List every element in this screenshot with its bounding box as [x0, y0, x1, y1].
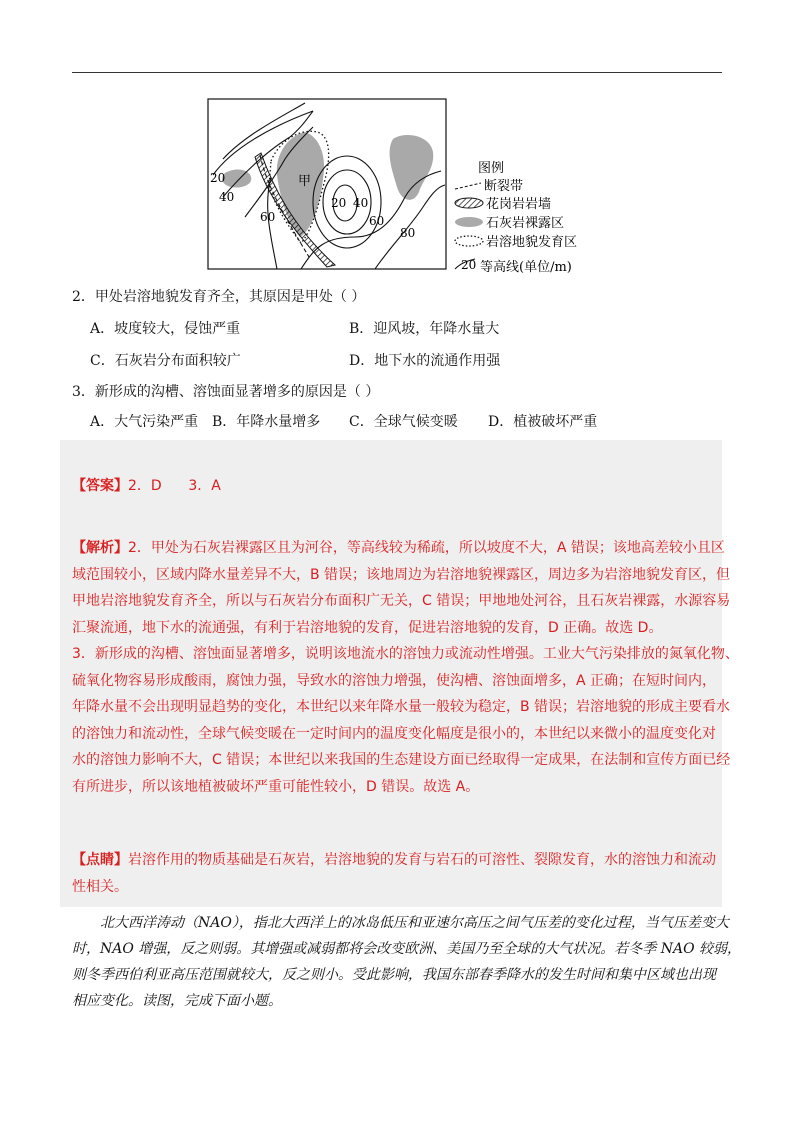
passage-line: 则冬季西伯利亚高压范围就较大，反之则小。受此影响，我国东部春季降水的发生时间和集中区域也出现: [72, 967, 716, 983]
question-3-option-c[interactable]: C．全球气候变暖: [349, 414, 458, 430]
passage-line: 北大西洋涛动（NAO），指北大西洋上的冰岛低压和亚速尔高压之间气压差的变化过程，当气压差变大: [100, 915, 729, 931]
analysis-line: 的溶蚀力和流动性，全球气候变暖在一定时间内的温度变化幅度是很小的，本世纪以来微小的温度变化对: [72, 725, 716, 742]
legend-dike-label: 花岗岩岩墙: [486, 197, 552, 212]
limestone-area: [390, 135, 434, 200]
comment-label: 【点睛】: [72, 852, 128, 868]
analysis-line: 【解析】2．甲处为石灰岩裸露区且为河谷，等高线较为稀疏，所以坡度不大，A 错误；该地高差较小且区: [72, 540, 725, 556]
limestone-area: [222, 170, 251, 188]
question-2-option-d[interactable]: D．地下水的流通作用强: [349, 353, 501, 369]
analysis-line: 年降水量不会出现明显趋势的变化，本世纪以来年降水量一般较为稳定，B 错误；岩溶地貌的形成主要看水: [72, 699, 731, 715]
legend-limestone-label: 石灰岩裸露区: [486, 216, 565, 231]
comment-line: 【点睛】岩溶作用的物质基础是石灰岩，岩溶地貌的发育与岩石的可溶性、裂隙发育，水的溶蚀力和流动: [72, 852, 716, 868]
contour-label: 20: [210, 171, 226, 185]
analysis-line: 甲地岩溶地貌发育齐全，所以与石灰岩分布面积广无关，C 错误；甲地地处河谷，且石灰岩裸露，水源容易: [72, 593, 731, 609]
karst-contour-map: [205, 97, 605, 279]
analysis-line: 域范围较小，区域内降水量差异不大，B 错误；该地周边为岩溶地貌裸露区，周边多为岩溶地貌发育区，但: [72, 566, 731, 583]
question-2-stem: 2．甲处岩溶地貌发育齐全，其原因是甲处（ ）: [72, 289, 366, 305]
question-3-option-d[interactable]: D．植被破坏严重: [488, 414, 598, 430]
legend-karst-symbol: [455, 236, 483, 246]
contour-label: 40: [353, 196, 369, 210]
contour-label: 60: [369, 214, 385, 228]
legend-fault-symbol: [455, 183, 481, 189]
analysis-line: 有所进步，所以该地植被破坏严重可能性较小，D 错误。故选 A。: [72, 778, 480, 795]
passage: [72, 910, 742, 1014]
contour-label: 20: [331, 196, 347, 210]
passage-line: 相应变化。读图，完成下面小题。: [72, 993, 282, 1009]
question-2-option-c[interactable]: C．石灰岩分布面积较广: [90, 353, 241, 369]
question-3-option-b[interactable]: B．年降水量增多: [212, 414, 321, 430]
legend-dike-symbol: [455, 198, 483, 208]
question-2-option-a[interactable]: A．坡度较大，侵蚀严重: [90, 321, 241, 337]
analysis-line: 硫氧化物容易形成酸雨，腐蚀力强，导致水的溶蚀力增强，使沟槽、溶蚀面增多，A 正确；在短时间内，: [72, 672, 717, 689]
legend-karst-label: 岩溶地貌发育区: [486, 235, 578, 250]
legend-fault-label: 断裂带: [484, 179, 524, 194]
answer-text: 2．D 3．A: [128, 478, 221, 494]
contour-label: 80: [400, 226, 416, 240]
question-3-stem: 3．新形成的沟槽、溶蚀面显著增多的原因是（ ）: [72, 384, 380, 400]
header-rule: [72, 72, 722, 73]
question-3-option-a[interactable]: A．大气污染严重: [90, 414, 199, 430]
legend-contour-label: 等高线(单位/m): [480, 260, 572, 275]
legend-contour-value: 20: [461, 258, 477, 272]
analysis-label: 【解析】: [72, 540, 128, 556]
contour-label: 40: [219, 190, 235, 204]
question-2-option-b[interactable]: B．迎风坡，年降水量大: [349, 321, 500, 337]
contour-label: 60: [260, 210, 276, 224]
legend-title: 图例: [478, 161, 505, 176]
legend-limestone-symbol: [455, 217, 483, 227]
analysis-line: 水的溶蚀力影响不大，C 错误；本世纪以来我国的生态建设方面已经取得一定成果，在法制和宣传方面已经: [72, 752, 731, 768]
marker-jia: 甲: [298, 174, 312, 189]
answer-line: [72, 473, 722, 500]
comment-block: [72, 847, 722, 900]
analysis-line: 3．新形成的沟槽、溶蚀面显著增多，说明该地流水的溶蚀力或流动性增强。工业大气污染排放的氮氧化物、: [72, 646, 739, 662]
comment-line: 性相关。: [72, 878, 128, 895]
analysis-block: [72, 535, 739, 800]
passage-line: 时，NAO 增强，反之则弱。其增强或减弱都将会改变欧洲、美国乃至全球的大气状况。若冬季 NAO 较弱，: [72, 941, 742, 957]
analysis-line: 汇聚流通，地下水的流通强，有利于岩溶地貌的发育，促进岩溶地貌的发育，D 正确。故选 D。: [72, 619, 663, 636]
answer-label: 【答案】: [72, 478, 128, 494]
